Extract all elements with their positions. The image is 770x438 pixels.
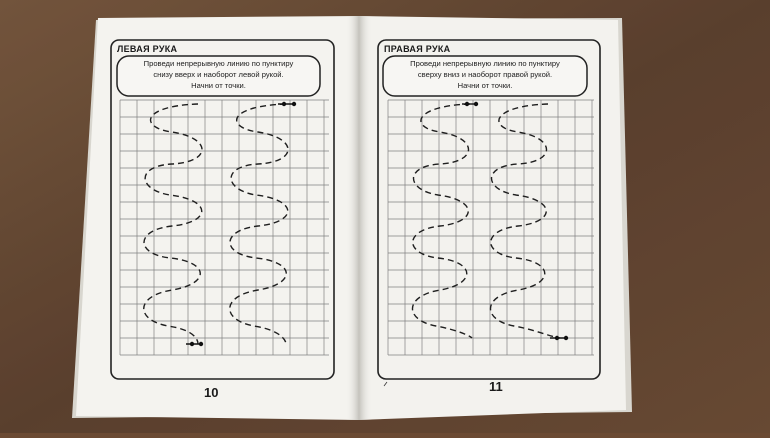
left-instruction-line-2: снизу вверх и наоборот левой рукой.	[153, 70, 284, 79]
left-instruction-line-1: Проведи непрерывную линию по пунктиру	[143, 59, 294, 68]
right-instruction-line-1: Проведи непрерывную линию по пунктиру	[410, 59, 560, 68]
left-instruction-text	[119, 58, 318, 91]
right-instruction-line-3: Начни от точки.	[457, 81, 513, 90]
right-instruction-text	[385, 58, 585, 91]
right-page-heading: ПРАВАЯ РУКА	[384, 44, 451, 54]
left-page-number: 10	[204, 385, 219, 400]
right-page-number: 11	[489, 379, 503, 394]
left-instruction-line-3: Начни от точки.	[191, 81, 246, 90]
left-page-heading: ЛЕВАЯ РУКА	[117, 44, 178, 54]
book-spine-shadow	[346, 16, 372, 420]
right-instruction-line-2: сверху вниз и наоборот правой рукой.	[417, 70, 553, 79]
